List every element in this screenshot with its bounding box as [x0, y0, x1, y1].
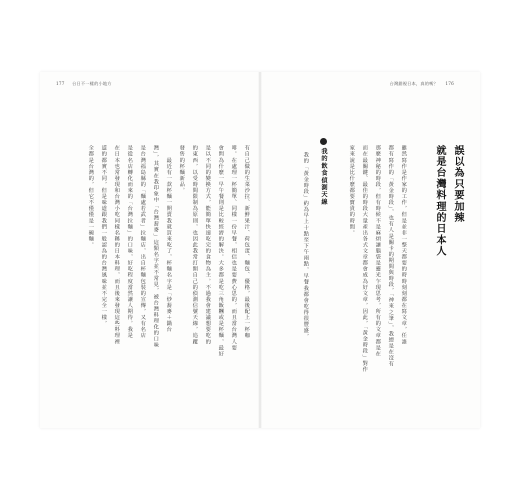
left-body-column: 發售的杯麵新品。: [178, 145, 185, 194]
book-gutter: [258, 72, 262, 428]
intro-column: 而在最關鍵、最佳的時段大量產出各式文章都會成為好文章，因此，「黃金時段」對作: [361, 145, 368, 373]
left-body-column: 有自己做的生菜沙拉、新鮮果汁、荷包蛋、麵包、優格，最後配上一杯咖: [243, 145, 250, 339]
chapter-title-line-2: 就是台灣料理的日本人: [434, 145, 445, 257]
left-running-title: 台日不一樣的小地方: [72, 81, 112, 86]
left-body-column: 是從名店轉化而來的「台灣拉麵」的口味，好吃程度當然讓人期待。我是: [126, 145, 133, 339]
intro-column: 那麼神秘的時段，但有時候不是麻煩讓腦袋是靈光乍現思考，所有的文章都是在: [374, 145, 381, 357]
left-body-column: 會問為什麼一早午餐則是比較經濟的解決。大多都是吃三角飯糰或是杯麵，最好: [217, 145, 224, 357]
left-body-column: 灣」，其實在我印象中「台灣蕎麥」這類名字並不常見，被台灣料理化的口味: [152, 145, 159, 349]
left-page-header: [56, 81, 118, 87]
intro-column: 家來說是比什麼都要寶貴的時間。: [348, 145, 355, 236]
right-page-number: 176: [445, 81, 454, 86]
left-body-column: 啡。在處理一杯簡單、同樣一份早餐，相信也是要費心思的，而且當台灣人要: [230, 145, 237, 351]
intro-column: 雖然寫作是作家的工作，但是並非一整天都要的時時刻刻都在寫文章，任誰: [400, 145, 407, 345]
left-body-column: 全都是台灣的，但它不僅僅是一碗麵。: [87, 145, 94, 248]
right-running-title: 台灣錯視日本，真的嗎？: [389, 81, 438, 86]
left-body-column: 在日本也常發現和台灣小吃同樣名稱的日本料理，而且後來發現這些料理裡: [113, 145, 120, 345]
chapter-title-line-1: 誤以為只要加辣: [452, 145, 463, 224]
section-bullet-icon: [320, 138, 327, 145]
left-body-column: 是台灣福島縣的「麵處若武者」拉麵店，出自杯麵包裝的宣傳，又有名店: [139, 145, 146, 339]
left-body-column: 道的都實不同，但是味道跟我們一般認為的台灣風味並不完全一樣，: [100, 145, 107, 327]
section-heading: 我的飲食偵測天線: [320, 148, 327, 206]
left-body-column: 的東西，以受時間限制為原則，也因此我常打開自己的偵測信號天線，追蹤: [191, 145, 198, 345]
section-column: 我的「黃金時段」約為早上十點至下午兩點，早餐我都會吃得很豐盛，: [302, 152, 309, 340]
intro-column: 都有寫作的「黃金時段」，也有人是關卡的期間與時段，「神來之筆」，我總是在沒有: [387, 145, 394, 367]
left-page-number: 177: [56, 81, 65, 86]
right-page-header: [390, 81, 460, 87]
left-body-column: 是以不同的變換方式，能簡單快速吃完的食物為主。不過我會建議想要吃的: [204, 145, 211, 345]
left-body-column: 最近有一款杯麵一開賣我就買來吃了，杯麵名字是「炒蕎麥＋鍋台: [165, 145, 172, 333]
